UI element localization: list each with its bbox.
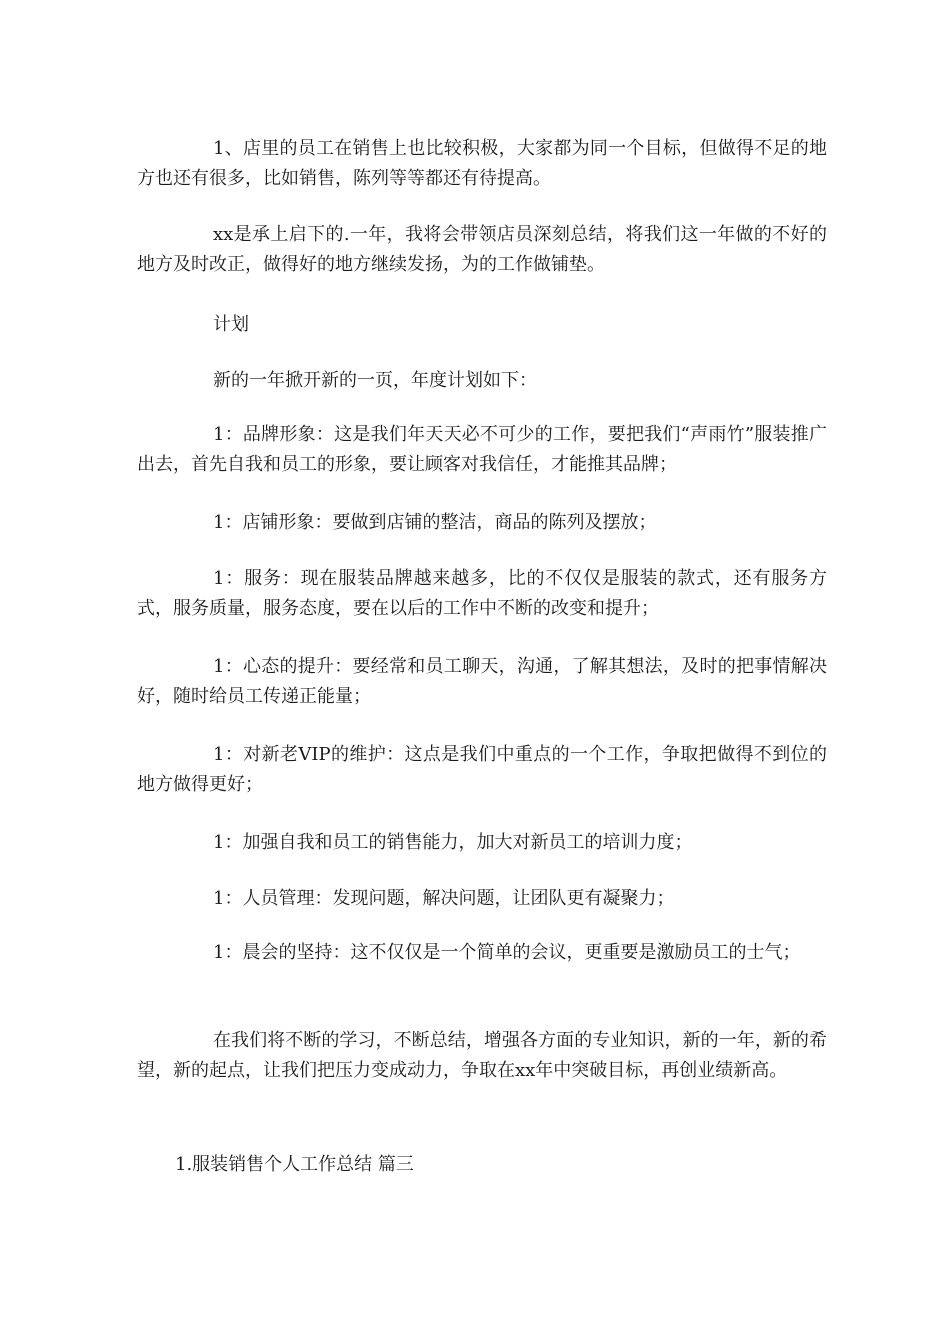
paragraph-mindset: 1：心态的提升：要经常和员工聊天，沟通，了解其想法，及时的把事情解决好，随时给员工传递正能量； — [137, 656, 827, 707]
paragraph-plan-intro: 新的一年掀开新的一页，年度计划如下： — [213, 370, 537, 391]
paragraph-staff-performance: 1、店里的员工在销售上也比较积极，大家都为同一个目标，但做得不足的地方也还有很多，比如销售，陈列等等都还有待提高。 — [137, 138, 827, 189]
paragraph-plan-title: 计划 — [213, 314, 249, 335]
paragraph-service: 1：服务：现在服装品牌越来越多，比的不仅仅是服装的款式，还有服务方式，服务质量，服务态度，要在以后的工作中不断的改变和提升； — [137, 568, 827, 619]
paragraph-morning-meeting: 1：晨会的坚持：这不仅仅是一个简单的会议，更重要是激励员工的士气； — [213, 942, 801, 963]
paragraph-store-image: 1：店铺形象：要做到店铺的整洁，商品的陈列及摆放； — [213, 512, 657, 533]
paragraph-closing: 在我们将不断的学习，不断总结，增强各方面的专业知识，新的一年，新的希望，新的起点，让我们把压力变成动力，争取在xx年中突破目标，再创业绩新高。 — [137, 1030, 827, 1081]
paragraph-personnel: 1：人员管理：发现问题，解决问题，让团队更有凝聚力； — [213, 888, 675, 909]
section-heading: 1.服装销售个人工作总结 篇三 — [175, 1154, 414, 1175]
paragraph-vip: 1：对新老VIP的维护：这点是我们中重点的一个工作，争取把做得不到位的地方做得更好； — [137, 744, 827, 795]
paragraph-brand-image: 1：品牌形象：这是我们年天天必不可少的工作，要把我们“声雨竹”服装推广出去，首先自我和员工的形象，要让顾客对我信任，才能推其品牌； — [137, 424, 827, 475]
paragraph-sales-training: 1：加强自我和员工的销售能力，加大对新员工的培训力度； — [213, 832, 693, 853]
paragraph-year-summary: xx是承上启下的.一年，我将会带领店员深刻总结，将我们这一年做的不好的地方及时改正，做得好的地方继续发扬，为的工作做铺垫。 — [137, 224, 827, 275]
